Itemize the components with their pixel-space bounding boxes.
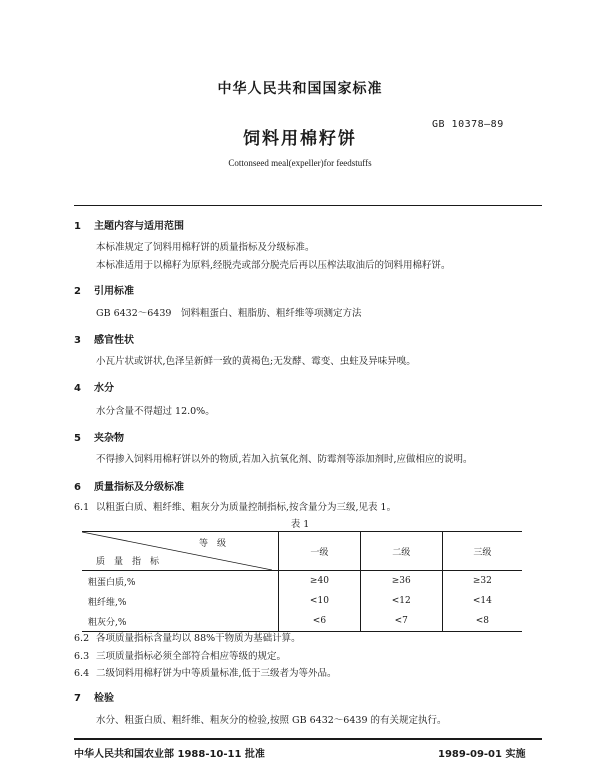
quality-table xyxy=(82,531,522,632)
corner-grade-label: 等 级 xyxy=(198,539,226,549)
clause-6-3: 6.3 三项质量指标必须全部符合相应等级的规定。 xyxy=(74,651,287,662)
clause-6-4: 6.4 二级饲料用棉籽饼为中等质量标准,低于三级者为等外品。 xyxy=(74,668,337,679)
clause-6-2: 6.2 各项质量指标含量均以 88%干物质为基础计算。 xyxy=(74,633,301,644)
footer-rule xyxy=(74,738,542,740)
effective-date: 1989-09-01 实施 xyxy=(438,749,526,760)
grade-header-2: 二级 xyxy=(360,532,442,571)
standard-number: GB 10378—89 xyxy=(432,119,504,130)
header-rule xyxy=(74,205,542,206)
table-corner-cell xyxy=(82,532,279,571)
section-2-paragraph: GB 6432～6439 饲料粗蛋白、粗脂肪、粗纤维等项测定方法 xyxy=(96,308,362,319)
grade-header-3: 三级 xyxy=(442,532,522,571)
section-7-heading: 7 检验 xyxy=(74,693,114,704)
table-row xyxy=(82,571,522,592)
section-3-heading: 3 感官性状 xyxy=(74,335,134,346)
clause-6-1: 6.1 以粗蛋白质、粗纤维、粗灰分为质量控制指标,按含量分为三级,见表 1。 xyxy=(74,502,397,513)
table-row xyxy=(82,611,522,632)
table-cell: <6 xyxy=(279,611,361,632)
issuer-heading: 中华人民共和国国家标准 xyxy=(217,81,383,97)
row-name: 粗纤维,% xyxy=(88,597,127,608)
table-cell: ≥36 xyxy=(360,571,442,592)
table-cell: <10 xyxy=(279,591,361,611)
table-cell: <12 xyxy=(360,591,442,611)
row-name: 粗蛋白质,% xyxy=(88,577,136,588)
corner-indicator-label: 质 量 指 标 xyxy=(96,557,160,567)
section-3-paragraph: 小瓦片状或饼状,色泽呈新鲜一致的黄褐色;无发酵、霉变、虫蛀及异味异嗅。 xyxy=(96,356,416,367)
section-4-paragraph: 水分含量不得超过 12.0%。 xyxy=(96,406,215,417)
row-name: 粗灰分,% xyxy=(82,611,279,632)
table-cell: ≥40 xyxy=(279,571,361,592)
section-1-paragraph-1: 本标准规定了饲料用棉籽饼的质量指标及分级标准。 xyxy=(96,242,315,253)
section-4-heading: 4 水分 xyxy=(74,383,114,394)
section-6-heading: 6 质量指标及分级标准 xyxy=(74,482,184,493)
document-title: 饲料用棉籽饼 xyxy=(243,129,357,149)
table-cell: <7 xyxy=(360,611,442,632)
english-title: Cottonseed meal(expeller)for feedstuffs xyxy=(228,158,372,168)
table-cell: <14 xyxy=(442,591,522,611)
table-cell: ≥32 xyxy=(442,571,522,592)
section-5-heading: 5 夹杂物 xyxy=(74,433,124,444)
table-cell: <8 xyxy=(442,611,522,632)
grade-header-1: 一级 xyxy=(279,532,361,571)
section-5-paragraph: 不得掺入饲料用棉籽饼以外的物质,若加入抗氧化剂、防霉剂等添加剂时,应做相应的说明。 xyxy=(96,454,473,465)
table-row xyxy=(82,591,522,611)
section-7-paragraph: 水分、粗蛋白质、粗纤维、粗灰分的检验,按照 GB 6432～6439 的有关规定执行。 xyxy=(96,715,447,726)
approval-line: 中华人民共和国农业部 1988-10-11 批准 xyxy=(74,749,265,760)
table-caption: 表 1 xyxy=(290,519,310,530)
section-2-heading: 2 引用标准 xyxy=(74,286,134,297)
section-1-heading: 1 主题内容与适用范围 xyxy=(74,221,184,232)
section-1-paragraph-2: 本标准适用于以棉籽为原料,经脱壳或部分脱壳后再以压榨法取油后的饲料用棉籽饼。 xyxy=(96,260,451,271)
